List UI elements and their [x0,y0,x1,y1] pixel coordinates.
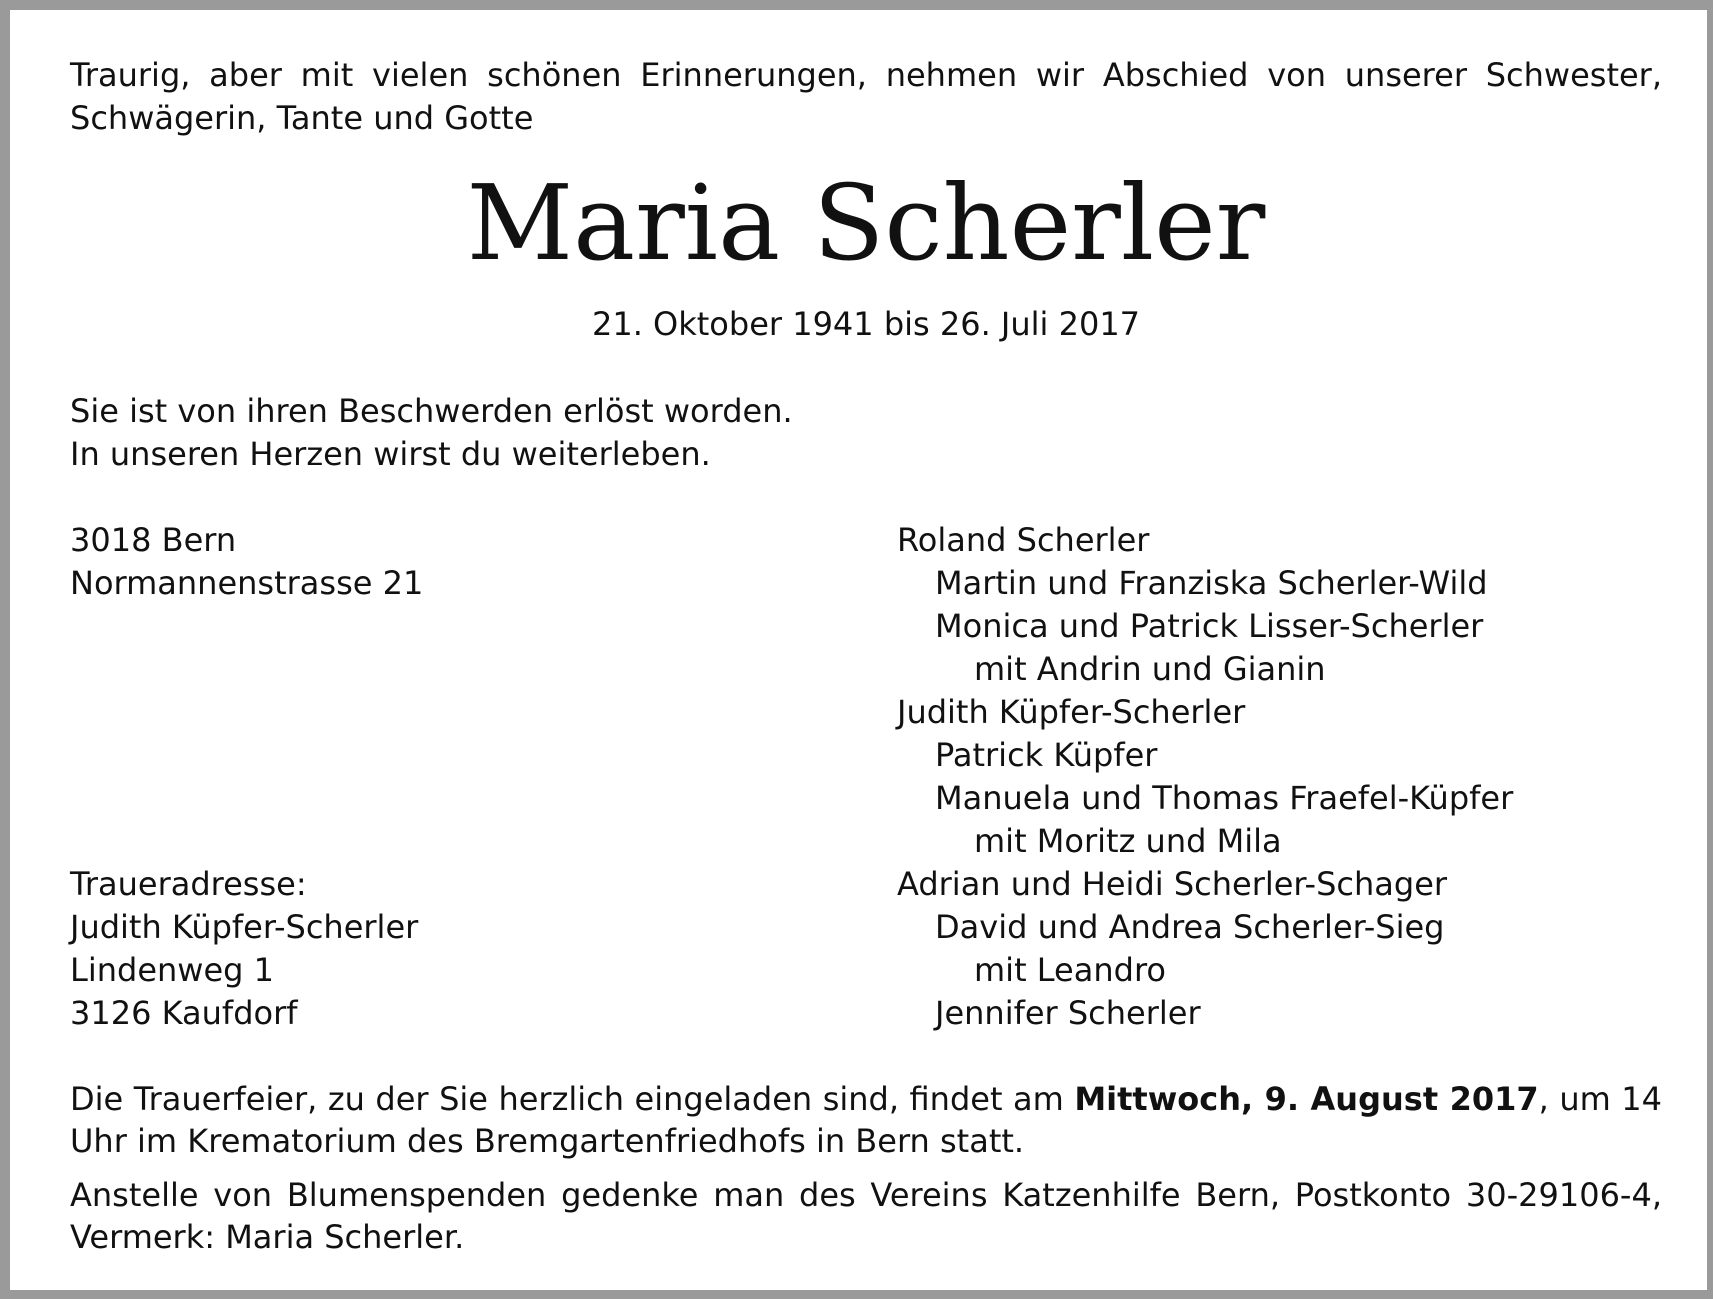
address-line: 3126 Kaufdorf [70,994,298,1032]
address-line: Judith Küpfer-Scherler [70,908,419,946]
family-member: David und Andrea Scherler-Sieg [935,908,1445,946]
service-announcement [70,1078,1662,1162]
family-member: Monica und Patrick Lisser-Scherler [935,607,1484,645]
deceased-name: Maria Scherler [466,162,1266,284]
family-member: Jennifer Scherler [935,994,1201,1032]
obituary-page [10,10,1707,1290]
family-list [897,519,1513,1035]
family-member: Manuela und Thomas Fraefel-Küpfer [935,779,1514,817]
family-member: mit Leandro [974,951,1166,989]
intro-text: Traurig, aber mit vielen schönen Erinnerungen, nehmen wir Abschied von unserer Schwester, Schwägerin, Tante und Gotte [70,56,1662,137]
address-line: Lindenweg 1 [70,951,274,989]
home-address [70,519,423,605]
family-member: mit Andrin und Gianin [974,650,1326,688]
service-text-after: , um 14 Uhr im Krematorium des Bremgartenfriedhofs in Bern statt. [70,1080,1663,1160]
motto-line: In unseren Herzen wirst du weiterleben. [70,435,711,473]
mourning-address [70,863,418,1035]
donation-note: Anstelle von Blumenspenden gedenke man des Vereins Katzenhilfe Bern, Postkonto 30-29106-4, Vermerk: Maria Scherler. [70,1176,1662,1256]
family-member: Patrick Küpfer [935,736,1158,774]
family-member: Martin und Franziska Scherler-Wild [935,564,1488,602]
family-member: Roland Scherler [897,521,1150,559]
family-member: Adrian und Heidi Scherler-Schager [897,865,1448,903]
service-text-before: Die Trauerfeier, zu der Sie herzlich eingeladen sind, findet am [70,1080,1075,1118]
life-dates: 21. Oktober 1941 bis 26. Juli 2017 [591,305,1141,343]
family-member: Judith Küpfer-Scherler [897,693,1246,731]
service-date: Mittwoch, 9. August 2017 [1074,1080,1539,1118]
motto-line: Sie ist von ihren Beschwerden erlöst worden. [70,392,793,430]
motto [70,390,793,476]
address-line: 3018 Bern [70,521,237,559]
mourning-address-label: Traueradresse: [70,865,307,903]
address-line: Normannenstrasse 21 [70,564,424,602]
family-member: mit Moritz und Mila [974,822,1282,860]
